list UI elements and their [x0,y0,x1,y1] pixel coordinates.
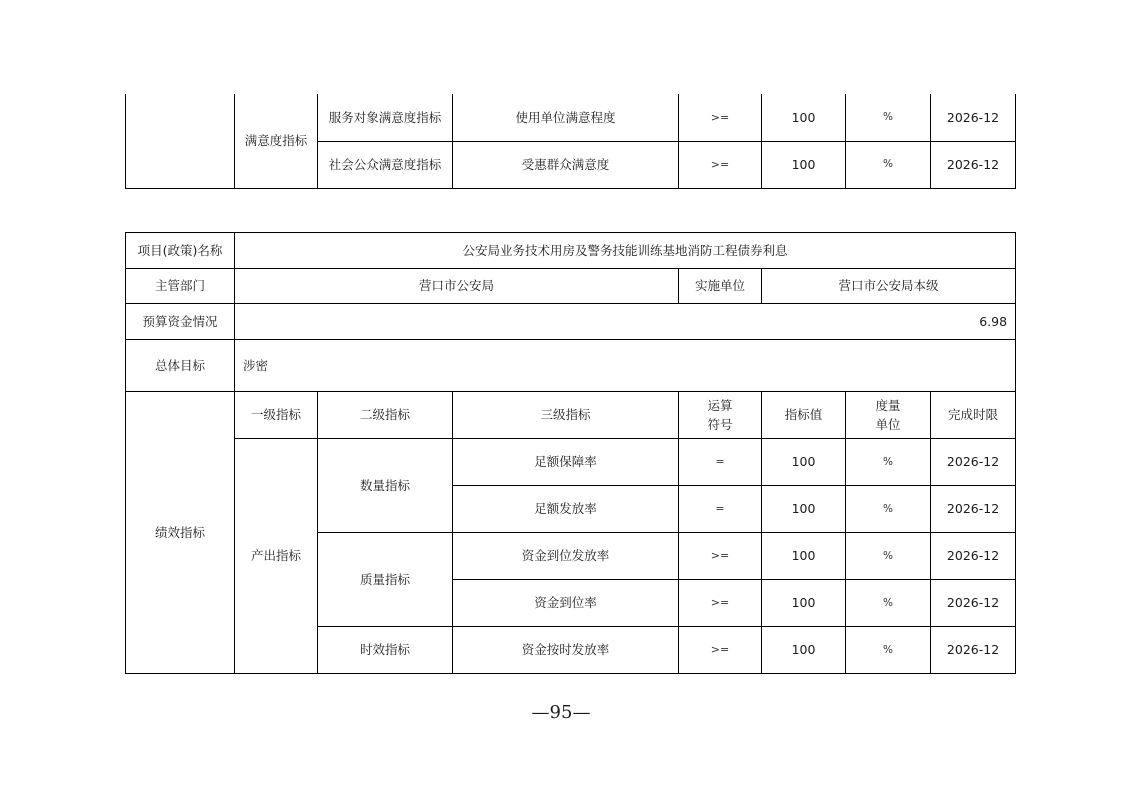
level3-cell: 足额发放率 [453,486,679,533]
value-cell: 100 [762,533,846,580]
operator-cell: >= [679,627,762,674]
value-cell: 100 [762,486,846,533]
level3-cell: 受惠群众满意度 [453,141,679,188]
operator-cell: >= [679,580,762,627]
dept-label: 主管部门 [126,269,235,304]
budget-label: 预算资金情况 [126,304,235,340]
unit-cell: % [846,486,931,533]
unit-cell: % [846,439,931,486]
deadline-cell: 2026-12 [931,141,1016,188]
deadline-cell: 2026-12 [931,486,1016,533]
project-name-label: 项目(政策)名称 [126,233,235,269]
level3-cell: 使用单位满意程度 [453,94,679,141]
deadline-cell: 2026-12 [931,94,1016,141]
level3-cell: 资金按时发放率 [453,627,679,674]
value-cell: 100 [762,580,846,627]
operator-cell: >= [679,94,762,141]
operator-cell: >= [679,141,762,188]
blank-cell [126,94,235,188]
header-operator-line1: 运算 [707,397,733,413]
deadline-cell: 2026-12 [931,439,1016,486]
perf-label: 绩效指标 [126,392,235,674]
satisfaction-table [125,94,1016,189]
deadline-cell: 2026-12 [931,627,1016,674]
deadline-cell: 2026-12 [931,533,1016,580]
header-level2: 二级指标 [318,392,453,439]
header-level1: 一级指标 [235,392,318,439]
satisfaction-category: 满意度指标 [235,94,318,188]
value-cell: 100 [762,439,846,486]
header-level3: 三级指标 [453,392,679,439]
operator-cell: = [679,486,762,533]
operator-cell: >= [679,533,762,580]
page-number: —95— [531,702,591,723]
goal-value: 涉密 [235,340,1016,392]
level2-cell: 服务对象满意度指标 [318,94,453,141]
dept-value: 营口市公安局 [235,269,679,304]
level3-cell: 资金到位率 [453,580,679,627]
project-name: 公安局业务技术用房及警务技能训练基地消防工程债券利息 [235,233,1016,269]
operator-cell: = [679,439,762,486]
goal-label: 总体目标 [126,340,235,392]
level1-output: 产出指标 [235,439,318,674]
header-operator-line2: 符号 [707,417,733,432]
project-table [125,232,1016,674]
unit-cell: % [846,533,931,580]
level3-cell: 足额保障率 [453,439,679,486]
group-quantity: 数量指标 [318,439,453,533]
header-value: 指标值 [762,392,846,439]
budget-value: 6.98 [235,304,1016,340]
value-cell: 100 [762,627,846,674]
value-cell: 100 [762,94,846,141]
header-unit [846,392,931,439]
group-timeliness: 时效指标 [318,627,453,674]
impl-value: 营口市公安局本级 [762,269,1016,304]
group-quality: 质量指标 [318,533,453,627]
deadline-cell: 2026-12 [931,580,1016,627]
impl-label: 实施单位 [679,269,762,304]
level2-cell: 社会公众满意度指标 [318,141,453,188]
unit-cell: % [846,94,931,141]
unit-cell: % [846,141,931,188]
header-unit-line1: 度量 [875,397,901,413]
level3-cell: 资金到位发放率 [453,533,679,580]
unit-cell: % [846,580,931,627]
header-deadline: 完成时限 [931,392,1016,439]
unit-cell: % [846,627,931,674]
header-operator [679,392,762,439]
value-cell: 100 [762,141,846,188]
header-unit-line2: 单位 [875,417,901,432]
